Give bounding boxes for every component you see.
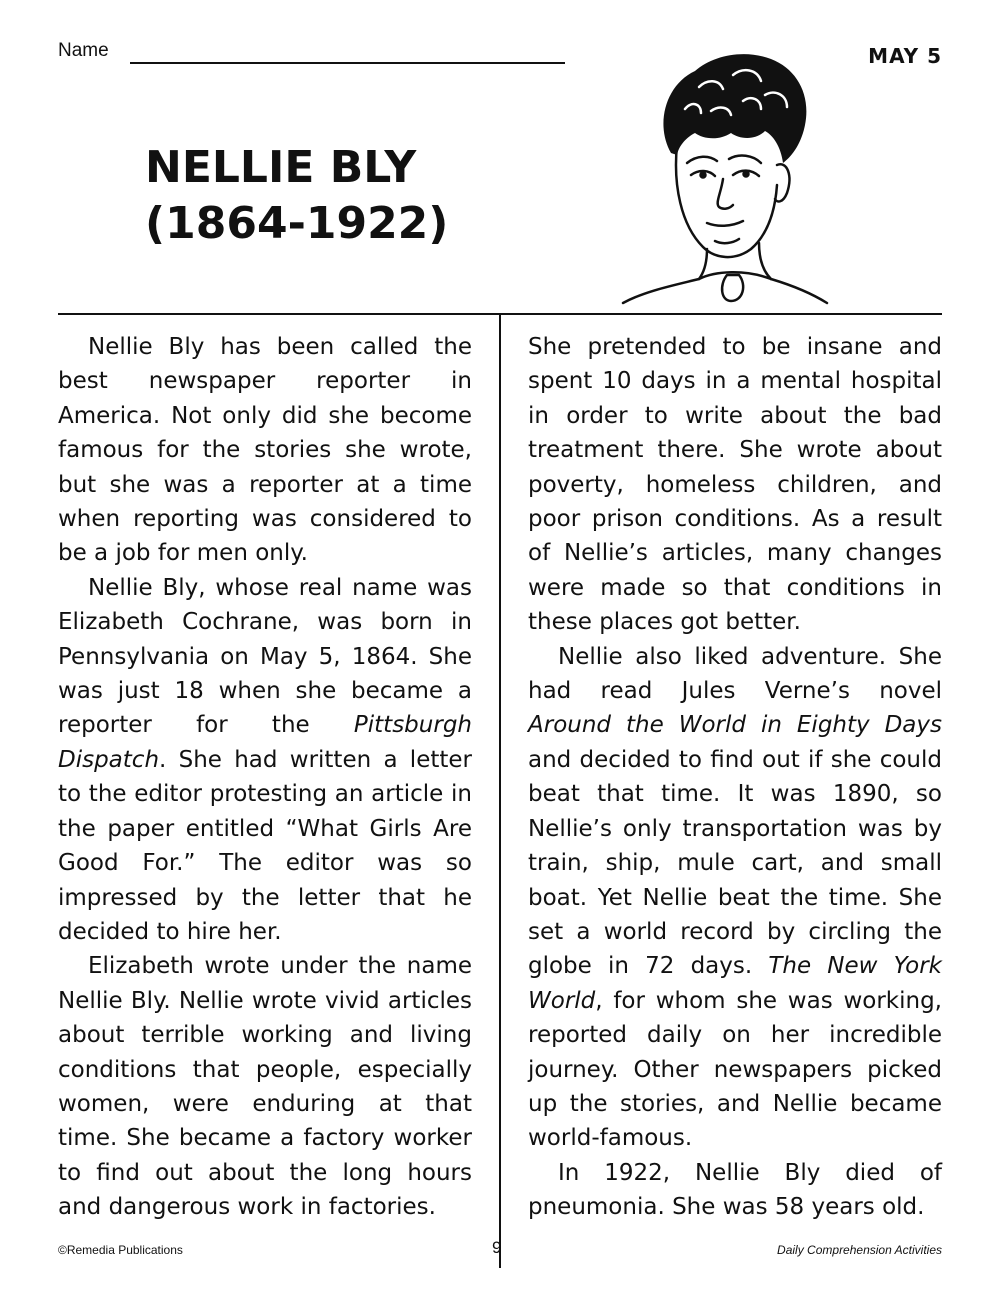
paragraph: Nellie Bly has been called the best newspaper reporter in America. Not only did she become famous for the stories she wrote, but she was a reporter at a time when reporting was considered to be a job for men only. — [58, 334, 472, 567]
paragraph — [58, 571, 472, 949]
text-run: Nellie also liked adventure. She had read Jules Verne’s novel — [528, 643, 942, 705]
title-years: (1864-1922) — [145, 198, 449, 249]
text-run: , for whom she was working, reported daily on her incredible journey. Other newspapers picked up the stories, and Nellie became world-famous. — [528, 987, 942, 1152]
title-name: NELLIE BLY — [145, 142, 417, 193]
newspaper-title: Pittsburgh Dispatch — [58, 712, 472, 773]
portrait-illustration — [615, 35, 835, 305]
paragraph — [528, 640, 942, 1156]
name-label: Name — [58, 40, 109, 61]
newspaper-title: The New York World — [528, 953, 943, 1014]
left-column — [58, 330, 472, 1225]
name-line[interactable] — [130, 62, 565, 64]
page-title — [145, 140, 448, 252]
paragraph: Elizabeth wrote under the name Nellie Bly. Nellie wrote vivid articles about terrible working and living conditions that people, especially women, were enduring at that time. She became a factory worker to find out about the long hours and dangerous work in factories. — [58, 953, 472, 1221]
paragraph: In 1922, Nellie Bly died of pneumonia. She was 58 years old. — [528, 1159, 942, 1221]
novel-title: Around the World in Eighty Days — [528, 712, 942, 739]
footer-publisher: ©Remedia Publications — [58, 1243, 183, 1257]
footer-series: Daily Comprehension Activities — [777, 1243, 942, 1257]
column-divider — [499, 313, 501, 1268]
text-run: . She had written a letter to the editor protesting an article in the paper entitled “What Girls Are Good For.” The editor was so impressed by the letter that he decided to hire her. — [58, 746, 472, 945]
text-run: Nellie Bly, whose real name was Elizabeth Cochrane, was born in Pennsylvania on May 5, 1864. She was just 18 when she became a reporter for the — [58, 574, 472, 739]
text-run: and decided to find out if she could beat that time. It was 1890, so Nellie’s only transportation was by train, ship, mule cart, and small boat. Yet Nellie beat the time. She set a world record by circling the globe in 72 days. — [528, 746, 942, 980]
paragraph: She pretended to be insane and spent 10 days in a mental hospital in order to write about the bad treatment there. She wrote about poverty, homeless children, and poor prison conditions. As a result of Nellie’s articles, many changes were made so that conditions in these places got better. — [528, 334, 942, 636]
right-column — [528, 330, 942, 1225]
page-number: 9 — [492, 1238, 502, 1257]
date-label: MAY 5 — [868, 44, 942, 68]
